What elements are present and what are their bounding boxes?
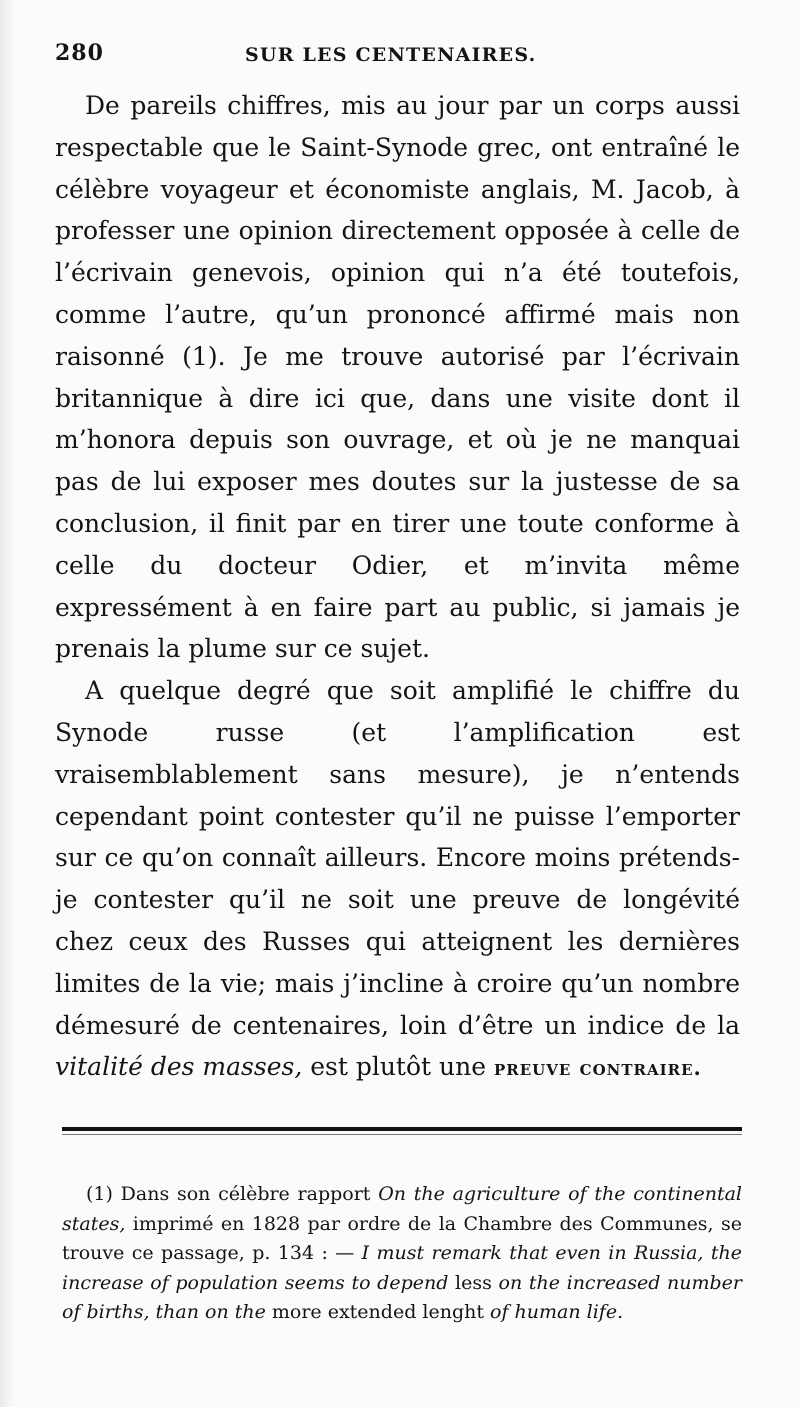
page-header [55, 40, 745, 80]
footnote-report-title: On the agriculture of the continental states, [62, 1183, 742, 1235]
footnote-text [62, 1180, 742, 1328]
footnote-separator [62, 1127, 742, 1131]
footnote [62, 1180, 742, 1328]
running-title: SUR LES CENTENAIRES. [245, 44, 537, 66]
page-number: 280 [55, 40, 104, 66]
paragraph-2-italic: vitalité des masses, [55, 1052, 303, 1082]
footnote-lead: (1) Dans son célèbre rapport [86, 1183, 371, 1205]
footnote-quote-2: on the increased number of births, than on the [62, 1271, 743, 1323]
page-gutter-shadow [0, 0, 14, 1407]
footnote-quote-1: I must remark that even in Russia, the increase of population seems to depend [62, 1242, 742, 1294]
footnote-separator-thin [62, 1134, 742, 1135]
main-text [55, 85, 740, 1089]
footnote-quote-roman-2: more extended lenght [271, 1301, 484, 1323]
footnote-quote-roman-1: less [455, 1271, 492, 1294]
paragraph-2-smallcaps: preuve contraire. [493, 1055, 702, 1081]
paragraph-2-mid: est plutôt une [310, 1052, 487, 1082]
footnote-quote-3: of human life. [490, 1301, 624, 1323]
paragraph-2-text: A quelque degré que soit amplifié le chiffre du Synode russe (et l’amplification est vraisemblablement sans mesure), je n’entends cependant point contester qu’il ne puisse l’emporter sur ce qu’on connaît ailleurs. Encore moins prétends-je contester qu’il ne soit une preuve de longévité chez ceux des Russes qui atteignent les dernières limites de la vie; mais j’incline à croire qu’un nombre démesuré de centenaires, loin d’être un indice de la [55, 676, 740, 1040]
paragraph-1: De pareils chiffres, mis au jour par un corps aussi respectable que le Saint-Synode grec, ont entraîné le célèbre voyageur et économiste anglais, M. Jacob, à professer une opinion directement opposée à celle de l’écrivain genevois, opinion qui n’a été toutefois, comme l’autre, qu’un prononcé affirmé mais non raisonné (1). Je me trouve autorisé par l’écrivain britannique à dire ici que, dans une visite dont il m’honora depuis son ouvrage, et où je ne manquai pas de lui exposer mes doutes sur la justesse de sa conclusion, il finit par en tirer une toute conforme à celle du docteur Odier, et m’invita même expressément à en faire part au public, si jamais je prenais la plume sur ce sujet. [55, 91, 740, 664]
paragraph-2 [55, 670, 740, 1089]
footnote-mid: imprimé en 1828 par ordre de la Chambre des Communes, se trouve ce passage, p. 134 : — [62, 1212, 742, 1264]
